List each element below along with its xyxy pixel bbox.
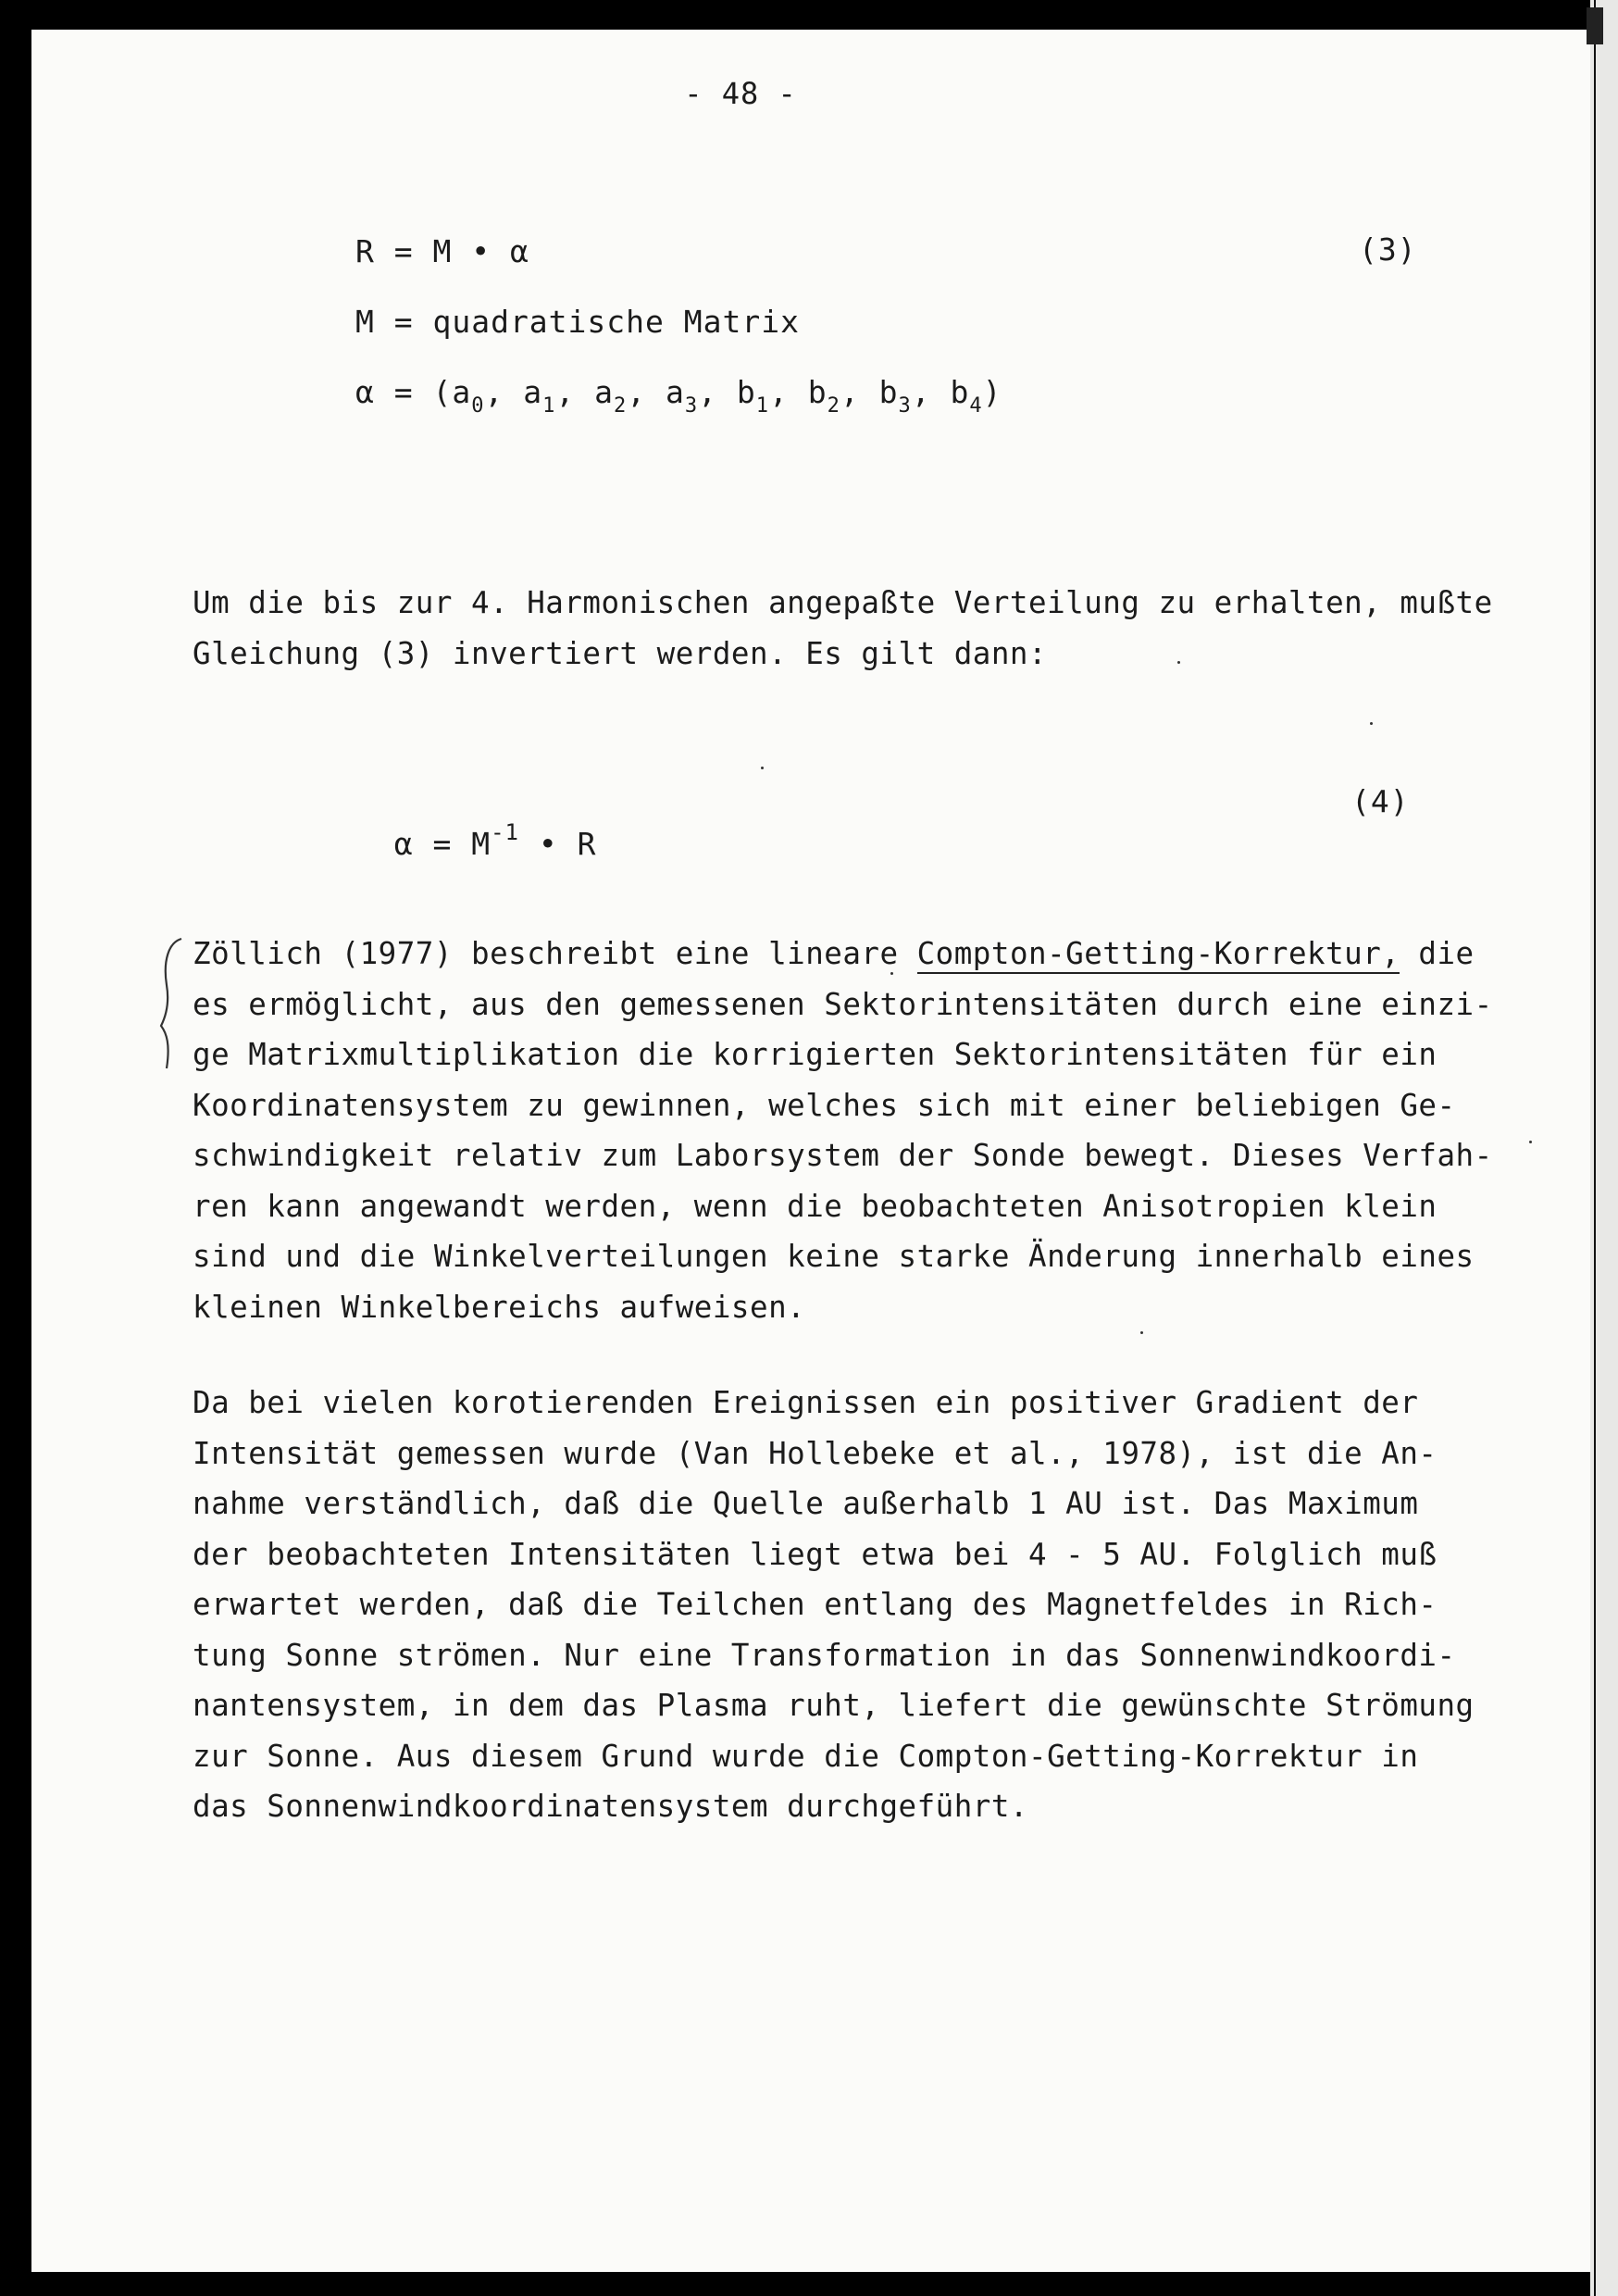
scan-speck bbox=[1177, 661, 1180, 664]
vector-separator: , bbox=[484, 374, 524, 410]
scan-corner-mark bbox=[1587, 7, 1603, 44]
paragraph-line: nantensystem, in dem das Plasma ruht, liefert die gewünschte Strömung bbox=[193, 1688, 1475, 1723]
scan-speck bbox=[761, 767, 764, 769]
paragraph-line: erwartet werden, daß die Teilchen entlang des Magnetfeldes in Rich- bbox=[193, 1587, 1438, 1622]
equation-4-exponent: -1 bbox=[491, 819, 519, 845]
paragraph-line: ren kann angewandt werden, wenn die beobachteten Anisotropien klein bbox=[193, 1188, 1438, 1224]
scan-speck bbox=[1529, 1141, 1532, 1143]
vector-term: b bbox=[878, 374, 899, 410]
vector-term: b bbox=[736, 374, 756, 410]
vector-term: b bbox=[950, 374, 970, 410]
scan-speck bbox=[890, 972, 893, 975]
equation-4-rhs: • R bbox=[519, 826, 597, 862]
handwritten-brace-mark bbox=[157, 933, 185, 1072]
vector-term: a bbox=[452, 374, 472, 410]
paragraph-3 bbox=[193, 1378, 1475, 1832]
vector-separator: , bbox=[768, 374, 808, 410]
vector-term: a bbox=[523, 374, 543, 410]
paragraph-line bbox=[193, 929, 1475, 980]
paragraph-line: kleinen Winkelbereichs aufweisen. bbox=[193, 1289, 806, 1325]
paragraph-line: nahme verständlich, daß die Quelle außerhalb 1 AU ist. Das Maximum bbox=[193, 1486, 1419, 1521]
paragraph-line: Intensität gemessen wurde (Van Hollebeke et al., 1978), ist die An- bbox=[193, 1435, 1438, 1471]
page-number: - 48 - bbox=[684, 76, 797, 111]
vector-term-subscript: 4 bbox=[969, 394, 983, 418]
vector-term-subscript: 3 bbox=[684, 394, 699, 418]
vector-term-subscript: 3 bbox=[898, 394, 912, 418]
paragraph-line: das Sonnenwindkoordinatensystem durchgeführt. bbox=[193, 1789, 1028, 1824]
equation-4-line bbox=[355, 783, 596, 862]
vector-term: b bbox=[807, 374, 828, 410]
vector-term: a bbox=[665, 374, 685, 410]
vector-separator: , bbox=[911, 374, 951, 410]
paragraph-line: Gleichung (3) invertiert werden. Es gilt dann: bbox=[193, 635, 1048, 671]
paragraph-line: sind und die Winkelverteilungen keine starke Änderung innerhalb eines bbox=[193, 1239, 1475, 1274]
paragraph-2 bbox=[193, 929, 1493, 1332]
matrix-definition-line: M = quadratische Matrix bbox=[355, 304, 800, 340]
underlined-term: Compton-Getting-Korrektur, bbox=[917, 936, 1400, 974]
vector-term-subscript: 0 bbox=[471, 394, 485, 418]
vector-separator: ) bbox=[982, 374, 1002, 410]
scan-speck bbox=[1370, 722, 1373, 725]
equation-3-line: R = M • α bbox=[355, 233, 529, 269]
paragraph-1 bbox=[193, 578, 1493, 679]
equation-3-number: (3) bbox=[1359, 231, 1417, 268]
vector-term-subscript: 2 bbox=[613, 394, 628, 418]
vector-separator: , bbox=[627, 374, 666, 410]
vector-term-subscript: 2 bbox=[827, 394, 840, 418]
vector-separator: , bbox=[698, 374, 737, 410]
paragraph-line: der beobachteten Intensitäten liegt etwa bei 4 - 5 AU. Folglich muß bbox=[193, 1536, 1438, 1572]
paragraph-line: Koordinatensystem zu gewinnen, welches sich mit einer beliebigen Ge- bbox=[193, 1087, 1456, 1123]
vector-term: a bbox=[594, 374, 614, 410]
vector-separator: , bbox=[555, 374, 595, 410]
paragraph-line: schwindigkeit relativ zum Laborsystem der Sonde bewegt. Dieses Verfah- bbox=[193, 1138, 1493, 1173]
scan-edge bbox=[1590, 0, 1618, 2296]
paragraph-line: es ermöglicht, aus den gemessenen Sektorintensitäten durch eine einzi- bbox=[193, 986, 1493, 1022]
alpha-vector-line bbox=[355, 374, 1002, 418]
equation-4-number: (4) bbox=[1351, 783, 1410, 819]
vector-term-subscript: 1 bbox=[542, 394, 556, 418]
paragraph-line: Da bei vielen korotierenden Ereignissen ein positiver Gradient der bbox=[193, 1385, 1419, 1420]
vector-separator: , bbox=[840, 374, 879, 410]
paragraph-text: die bbox=[1400, 936, 1475, 971]
paragraph-line: zur Sonne. Aus diesem Grund wurde die Compton-Getting-Korrektur in bbox=[193, 1738, 1419, 1774]
paragraph-line: ge Matrixmultiplikation die korrigierten Sektorintensitäten für ein bbox=[193, 1037, 1438, 1072]
equation-4-lhs: α = M bbox=[393, 826, 492, 862]
scan-speck bbox=[1140, 1331, 1143, 1334]
vector-term-subscript: 1 bbox=[755, 394, 769, 418]
paragraph-line: Um die bis zur 4. Harmonischen angepaßte Verteilung zu erhalten, mußte bbox=[193, 585, 1493, 620]
paragraph-text: Zöllich (1977) beschreibt eine lineare bbox=[193, 936, 917, 971]
paragraph-line: tung Sonne strömen. Nur eine Transformation in das Sonnenwindkoordi- bbox=[193, 1637, 1456, 1673]
alpha-prefix: α = ( bbox=[355, 374, 453, 410]
